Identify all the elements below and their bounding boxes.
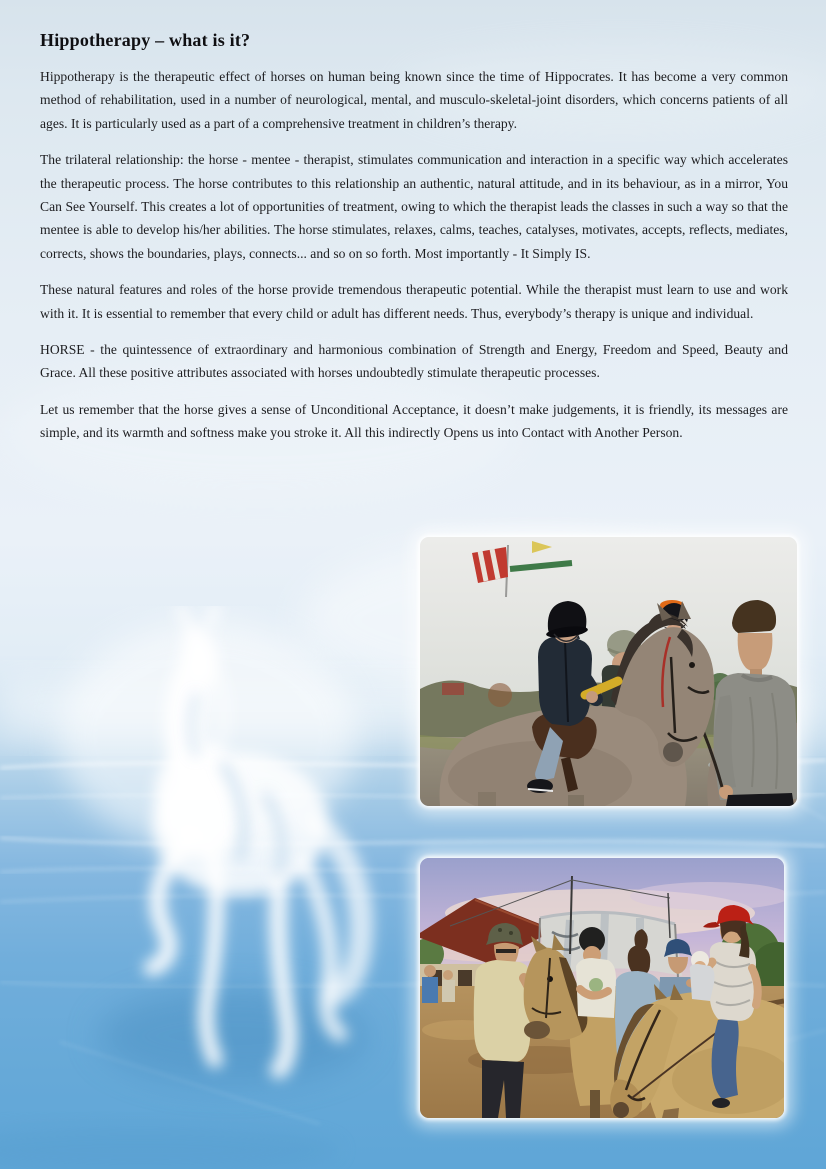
paragraph-3: These natural features and roles of the horse provide tremendous therapeutic potential. While the therapist must learn to use and work with it. It is essential to remember that every child or adult has different needs. Thus, everybody’s therapy is unique and individual. [40, 282, 788, 321]
paragraph-5: Let us remember that the horse gives a sense of Unconditional Acceptance, it doesn’t make judgements, it is friendly, its messages are simple, and its warmth and softness make you stroke it. All this indirectly Opens us into Contact with Another Person. [40, 401, 788, 441]
article [40, 30, 788, 458]
paragraph-1: Hippotherapy is the therapeutic effect of horses on human being known since the time of Hippocrates. It has become a very common method of rehabilitation, used in a number of neurological, mental, and musculo-skeletal-joint disorders, which concerns patients of all ages. It is particularly used as a part of a comprehensive treatment in children’s therapy. [40, 69, 788, 131]
page-title: Hippotherapy – what is it? [40, 30, 251, 50]
paragraph-4: HORSE - the quintessence of extraordinary and harmonious combination of Strength and Energy, Freedom and Speed, Beauty and Grace. All these positive attributes associated with horses undoubtedly stimulate therapeutic processes. [40, 342, 788, 381]
photo-children-riding-horse [420, 537, 797, 806]
paragraph-2: The trilateral relationship: the horse - mentee - therapist, stimulates communication and interaction in a specific way which accelerates the therapeutic process. The horse contributes to this relationship an authentic, natural attitude, and in its behaviour, as in a mirror, You Can See Yourself. This creates a lot of opportunities of treatment, owing to which the therapist leads the classes in such a way so that the mentee is able to develop his/her abilities. The horse stimulates, relaxes, calms, teaches, catalyses, motivates, accepts, reflects, mediates, corrects, shows the boundaries, plays, connects... and so on so forth. Most importantly - It Simply IS. [40, 152, 788, 261]
horse-watermark-image [28, 606, 400, 1122]
photo-farm-horses [420, 858, 784, 1118]
